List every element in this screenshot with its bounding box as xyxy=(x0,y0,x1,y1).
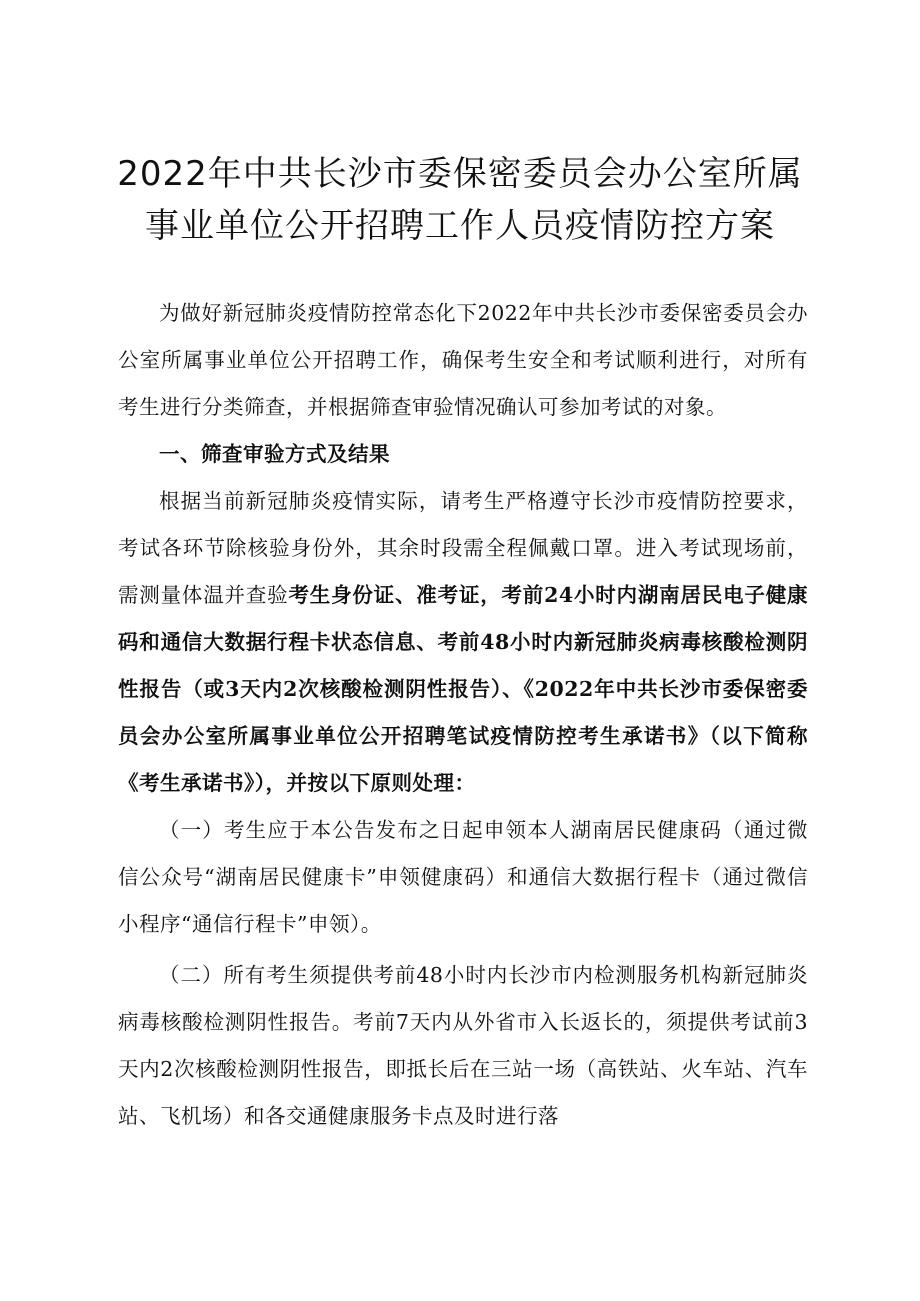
item-2-paragraph: （二）所有考生须提供考前48小时内长沙市内检测服务机构新冠肺炎病毒核酸检测阴性报告。考前7天内从外省市入长返长的，须提供考试前3天内2次核酸检测阴性报告，即抵长后在三站一场（高铁站、火车站、汽车站、飞机场）和各交通健康服务卡点及时进行落 xyxy=(118,963,808,1128)
section-1-text-a: 根据当前新冠肺炎疫情实际，请考生严格遵守长沙市疫情防控要求，考试各环节除核验身份外，其余时段需全程佩戴口罩。进入考试现场前，需测量体温并查验 xyxy=(118,489,808,607)
intro-paragraph: 为做好新冠肺炎疫情防控常态化下2022年中共长沙市委保密委员会办公室所属事业单位公开招聘工作，确保考生安全和考试顺利进行，对所有考生进行分类筛查，并根据筛查审验情况确认可参加考试的对象。 xyxy=(118,301,808,419)
section-1-bold-requirements: 考生身份证、准考证，考前24小时内湖南居民电子健康码和通信大数据行程卡状态信息、考前48小时内新冠肺炎病毒核酸检测阴性报告（或3天内2次核酸检测阴性报告）、《2022年中共长沙市委保密委员会办公室所属事业单位公开招聘笔试疫情防控考生承诺书》（以下简称《考生承诺书》） xyxy=(118,583,809,795)
section-1-paragraph xyxy=(118,478,808,807)
title-line-1: 2022年中共长沙市委保密委员会办公室所属 xyxy=(117,154,803,194)
document-body xyxy=(118,290,808,1140)
item-1-paragraph: （一）考生应于本公告发布之日起申领本人湖南居民健康码（通过微信公众号“湖南居民健康卡”申领健康码）和通信大数据行程卡（通过微信小程序“通信行程卡”申领）。 xyxy=(118,818,808,936)
section-1-heading: 一、筛查审验方式及结果 xyxy=(159,442,390,466)
section-1-text-c: ，并按以下原则处理： xyxy=(265,771,476,795)
title-line-2: 事业单位公开招聘工作人员疫情防控方案 xyxy=(145,206,775,246)
document-title xyxy=(0,148,920,252)
